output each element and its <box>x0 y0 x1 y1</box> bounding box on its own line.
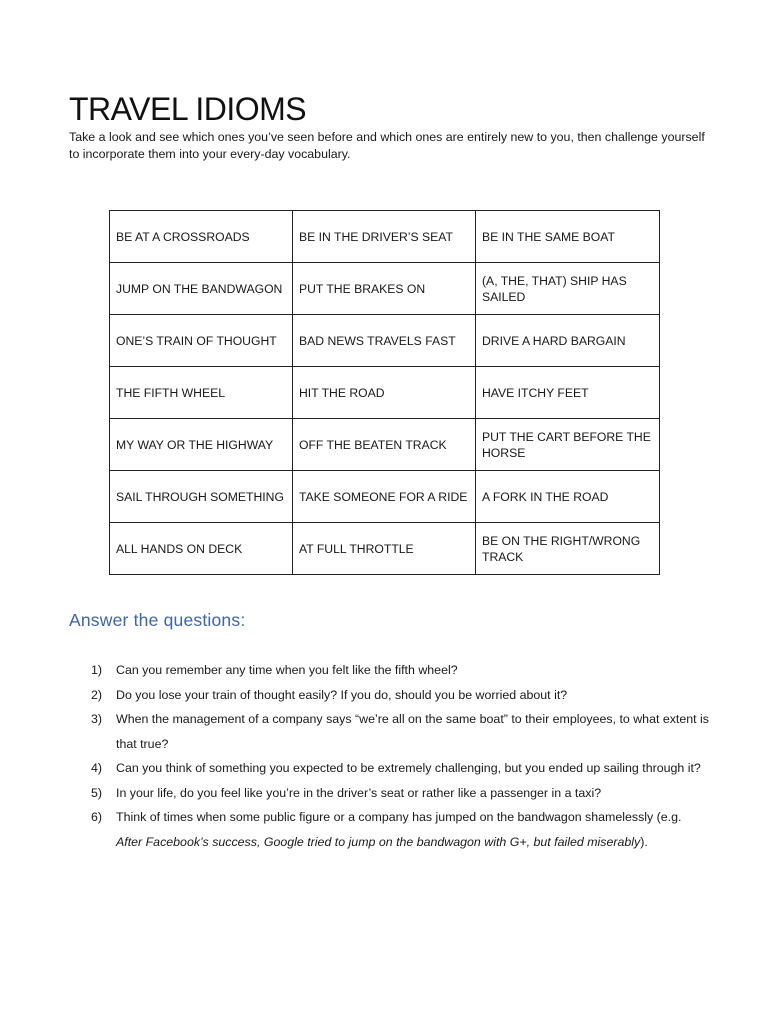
list-item <box>69 781 709 806</box>
question-text: Do you lose your train of thought easily? If you do, should you be worried about it? <box>116 687 568 702</box>
intro-paragraph: Take a look and see which ones you’ve seen before and which ones are entirely new to you, then challenge yourself to incorporate them into your every-day vocabulary. <box>69 130 705 161</box>
table-cell: THE FIFTH WHEEL <box>110 367 293 419</box>
table-row <box>110 315 660 367</box>
list-item <box>69 658 709 683</box>
table-cell: ONE’S TRAIN OF THOUGHT <box>110 315 293 367</box>
question-text: Think of times when some public figure or a company has jumped on the bandwagon shamelessly (e.g. <box>116 810 682 824</box>
list-item <box>69 683 709 708</box>
table-cell: SAIL THROUGH SOMETHING <box>110 471 293 523</box>
question-tail: ). <box>640 834 648 849</box>
table-cell: OFF THE BEATEN TRACK <box>293 419 476 471</box>
question-number: 1) <box>91 663 103 677</box>
table-cell: HAVE ITCHY FEET <box>476 367 660 419</box>
idioms-table <box>109 210 660 575</box>
table-row <box>110 211 660 263</box>
table-row <box>110 523 660 575</box>
table-row <box>110 367 660 419</box>
question-text: When the management of a company says “we’re all on the same boat” to their employees, to what extent is that true? <box>116 712 709 751</box>
table-cell: BAD NEWS TRAVELS FAST <box>293 315 476 367</box>
question-number: 3) <box>91 712 103 726</box>
list-item <box>69 805 709 854</box>
list-item <box>69 756 709 781</box>
table-cell: BE IN THE DRIVER’S SEAT <box>293 211 476 263</box>
question-number: 6) <box>91 810 103 824</box>
table-cell: JUMP ON THE BANDWAGON <box>110 263 293 315</box>
question-example: After Facebook’s success, Google tried to jump on the bandwagon with G+, but failed miserably <box>116 834 641 849</box>
question-text: In your life, do you feel like you’re in the driver’s seat or rather like a passenger in a taxi? <box>116 785 602 800</box>
table-cell: AT FULL THROTTLE <box>293 523 476 575</box>
table-row <box>110 263 660 315</box>
questions-heading: Answer the questions: <box>69 610 246 630</box>
questions-list <box>69 658 709 854</box>
question-number: 2) <box>91 687 103 702</box>
table-cell: PUT THE BRAKES ON <box>293 263 476 315</box>
page-title: TRAVEL IDIOMS <box>69 91 307 127</box>
table-cell: ALL HANDS ON DECK <box>110 523 293 575</box>
table-cell: HIT THE ROAD <box>293 367 476 419</box>
table-cell: MY WAY OR THE HIGHWAY <box>110 419 293 471</box>
table-cell: PUT THE CART BEFORE THE HORSE <box>476 419 660 471</box>
question-number: 5) <box>91 785 103 800</box>
table-cell: BE ON THE RIGHT/WRONG TRACK <box>476 523 660 575</box>
table-row <box>110 471 660 523</box>
table-cell: BE IN THE SAME BOAT <box>476 211 660 263</box>
table-cell: BE AT A CROSSROADS <box>110 211 293 263</box>
table-cell: A FORK IN THE ROAD <box>476 471 660 523</box>
list-item <box>69 707 709 756</box>
table-cell: DRIVE A HARD BARGAIN <box>476 315 660 367</box>
question-text: Can you remember any time when you felt like the fifth wheel? <box>116 663 458 677</box>
table-cell: (A, THE, THAT) SHIP HAS SAILED <box>476 263 660 315</box>
question-text: Can you think of something you expected to be extremely challenging, but you ended up sailing through it? <box>116 761 701 775</box>
question-number: 4) <box>91 761 103 775</box>
table-row <box>110 419 660 471</box>
table-cell: TAKE SOMEONE FOR A RIDE <box>293 471 476 523</box>
